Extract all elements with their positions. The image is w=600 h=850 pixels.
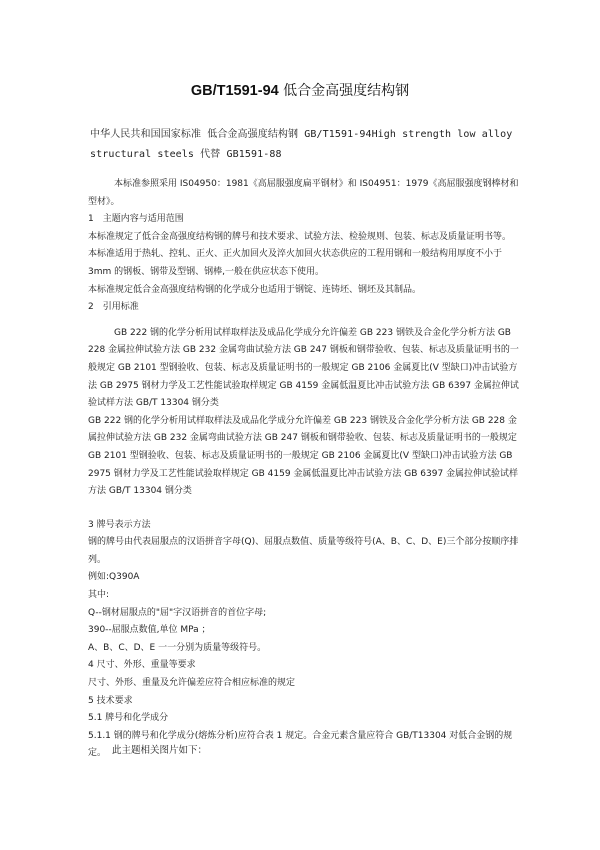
section-3-q-def: Q--钢材屈服点的"屈"字汉语拼音的首位字母; xyxy=(88,607,267,618)
section-5-1-heading: 5.1 牌号和化学成分 xyxy=(88,713,169,724)
section-3-where: 其中: xyxy=(88,590,110,601)
standard-name: 低合金高强度结构钢 xyxy=(283,83,410,99)
section-5-heading: 5 技术要求 xyxy=(88,695,133,706)
section-1-text-c: 本标准规定低合金高强度结构钢的化学成分也适用于钢锭、连铸坯、钢坯及其制品。 xyxy=(88,284,422,295)
section-4-heading: 4 尺寸、外形、重量等要求 xyxy=(88,660,196,671)
related-images-caption: 此主题相关图片如下： xyxy=(112,745,208,756)
section-1-text-b: 本标准适用于热轧、控轧、正火、正火加回火及淬火加回火状态供应的工程用钢和一般结构用厚度不小于 3mm 的钢板、钢带及型钢、钢棒,一般在供应状态下使用。 xyxy=(88,249,503,277)
reference-paragraph: 本标准参照采用 IS04950：1981《高屈服强度扁平钢材》和 IS04951：1979《高屈服强度钢棒材和型材》。 xyxy=(88,179,519,207)
section-4-text: 尺寸、外形、重量及允许偏差应符合相应标准的规定 xyxy=(88,678,296,689)
standard-code: GB/T1591-94 xyxy=(190,83,279,99)
section-1-text-a: 本标准规定了低合金高强度结构钢的牌号和技术要求、试验方法、检验规则、包装、标志及质量证明书等。 xyxy=(88,231,512,242)
section-3-heading: 3 牌号表示方法 xyxy=(88,519,151,530)
document-title xyxy=(0,80,600,100)
section-2-text-a: GB 222 钢的化学分析用试样取样法及成品化学成分允许偏差 GB 223 钢铁及合金化学分析方法 GB 228 金属拉伸试验方法 GB 232 金属弯曲试验方法 GB 247 钢板和钢带验收、包装、标志及质量证明书的一般规定 GB 2101 型钢验收、包装、标志及质量证明书的一般规定 GB 2106 金属夏比(V 型缺口)冲击试验方法 GB 2975 钢材力学及工艺性能试验取样规定 GB 4159 金属低温夏比冲击试验方法 GB 6397 金属拉伸试验试样方法 GB/T 13304 钢分类 xyxy=(88,327,519,409)
section-3-example: 例如:Q390A xyxy=(88,572,140,583)
section-1-heading: 1 主题内容与适用范围 xyxy=(88,214,184,225)
section-3-390-def: 390--屈服点数值,单位 MPa ； xyxy=(88,625,211,636)
section-3-text: 钢的牌号由代表屈服点的汉语拼音字母(Q)、屈服点数值、质量等级符号(A、B、C、D、E)三个部分按顺序排列。 xyxy=(88,537,519,565)
section-5-1-1-text: 5.1.1 钢的牌号和化学成分(熔炼分析)应符合表 1 规定。合金元素含量应符合 GB/T13304 对低合金钢的规定。 xyxy=(88,730,513,759)
intro-paragraph: 中华人民共和国国家标准 低合金高强度结构钢 GB/T1591-94High strength low alloy structural steels 代替 GB1591-88 xyxy=(90,129,513,160)
section-2-text-b: GB 222 钢的化学分析用试样取样法及成品化学成分允许偏差 GB 223 钢铁及合金化学分析方法 GB 228 金属拉伸试验方法 GB 232 金属弯曲试验方法 GB 247 钢板和钢带验收、包装、标志及质量证明书的一般规定 GB 2101 型钢验收、包装、标志及质量证明书的一般规定 GB 2106 金属夏比(V 型缺口)冲击试验方法 GB 2975 钢材力学及工艺性能试验取样规定 GB 4159 金属低温夏比冲击试验方法 GB 6397 金属拉伸试验试样方法 GB/T 13304 钢分类 xyxy=(88,415,519,497)
section-3-grades: A、B、C、D、E 一一分别为质量等级符号。 xyxy=(88,642,267,653)
document-body xyxy=(88,176,520,763)
section-2-heading: 2 引用标准 xyxy=(88,302,139,313)
